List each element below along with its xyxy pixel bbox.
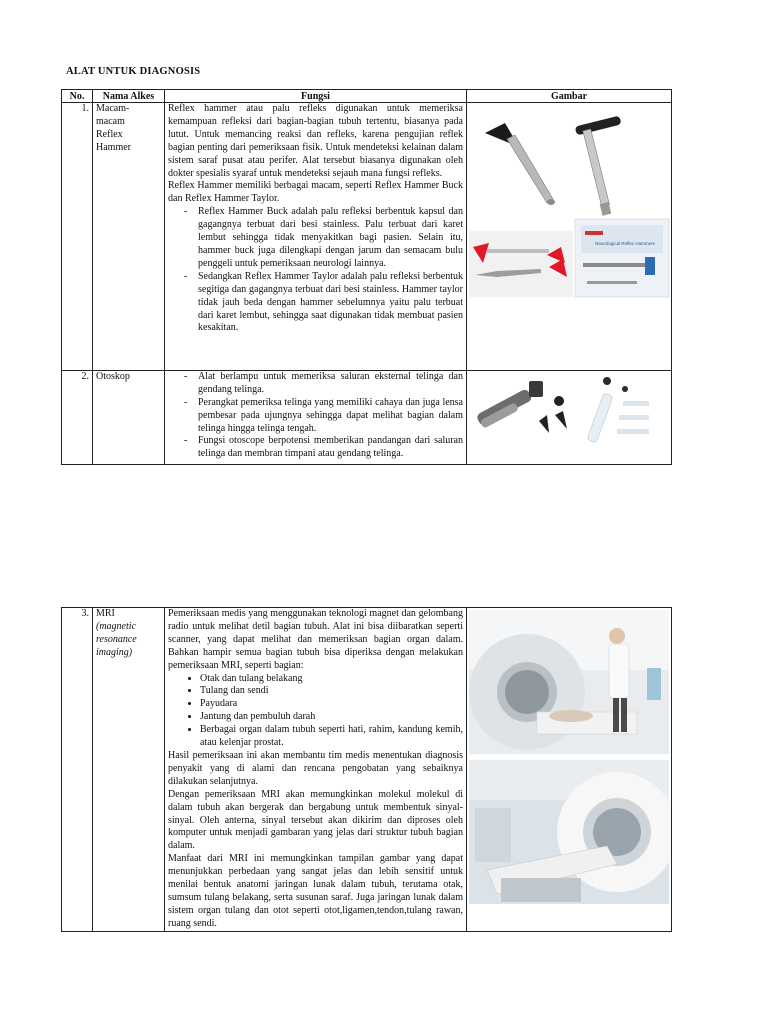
fungsi-paragraph: Pemeriksaan medis yang menggunakan teknologi magnet dan gelombang radio untuk melihat detil bagian tubuh. Alat ini bisa diibaratkan seperti scanner, yang dapat melihat dan memeriksan bagian organ dalam. Bahkan hampir semua bagian tubuh bisa diperiksa dengan melakukan pemeriksaan MRI, seperti bagian: [168, 608, 463, 671]
fungsi-bullet-item: • Otak dan tulang belakang [200, 673, 463, 686]
otoscope-pen-image [587, 377, 649, 443]
mri-doctor-photo [469, 610, 669, 754]
nama-alkes-cell [93, 370, 165, 464]
reflex-hammer-images [467, 103, 671, 365]
fungsi-bullet-item: • Payudara [200, 698, 463, 711]
row-number: 3. [62, 608, 93, 932]
table-header-row [62, 90, 672, 103]
fungsi-paragraph: Dengan pemeriksaan MRI akan memungkinkan molekul molekul di dalam tubuh akan bergerak dan bergabung untuk membentuk sinyal-sinyal. Oleh anterna, sinyal tersebut akan dikirim dan diproses oleh komputer untuk menjadi gambaran yang jelas dari struktur tubuh bagian dalam. [168, 788, 463, 852]
fungsi-cell [165, 608, 467, 932]
nama-alkes-line: imaging) [96, 646, 133, 658]
nama-alkes-line: Hammer [96, 141, 131, 153]
fungsi-bullet-list [168, 673, 463, 750]
fungsi-cell [165, 103, 467, 371]
otoscope-images [467, 371, 671, 459]
table-row [62, 103, 672, 371]
fungsi-list-item: - Perangkat pemeriksa telinga yang memiliki cahaya dan juga lensa pembesar pada ujungnya sehingga dapat melihat bagian dalam telinga hingga telinga tengah. [184, 397, 463, 436]
fungsi-bullet-item: • Tulang dan sendi [200, 685, 463, 698]
fungsi-paragraph: Manfaat dari MRI ini memungkinkan tampilan gambar yang dapat menunjukkan perbedaan yang sangat jelas dan lebih sensitif untuk menilai bentuk anatomi jaringan lunak dalam tubuh, terutama otak, sumsum tulang belakang, serta susunan saraf. Juga jaringan lunak dalam sistem organ tulang dan otot seperti otot,ligamen,tendon,tulang rawan, ruang sendi. [168, 853, 463, 929]
header-no: No. [62, 90, 93, 103]
document-title: ALAT UNTUK DIAGNOSIS [66, 66, 201, 77]
table-row [62, 608, 672, 932]
fungsi-bullet-item: • Jantung dan pembuluh darah [200, 711, 463, 724]
fungsi-bullet-item: • Berbagai organ dalam tubuh seperti hati, rahim, kandung kemih, atau kelenjar prostat. [200, 724, 463, 750]
buck-hammer-image [575, 116, 622, 216]
alkes-table-1 [61, 89, 672, 465]
mri-room-photo [469, 760, 671, 904]
row-number: 1. [62, 103, 93, 371]
nama-alkes-line: Otoskop [96, 370, 130, 382]
nama-alkes-line: Reflex [96, 128, 123, 140]
mri-images [467, 608, 671, 922]
fungsi-paragraph: Hasil pemeriksaan ini akan membantu tim medis menentukan diagnosis penyakit yang di alami dan rencana pengobatan yang sebaiknya dilakukan selanjutnya. [168, 749, 463, 787]
fungsi-list-item: - Alat berlampu untuk memeriksa saluran eksternal telinga dan gendang telinga. [184, 371, 463, 397]
gambar-cell [467, 103, 672, 371]
fungsi-cell [165, 370, 467, 464]
header-nama-alkes: Nama Alkes [93, 90, 165, 103]
fungsi-list-item: - Reflex Hammer Buck adalah palu refleksi berbentuk kapsul dan gagangnya terbuat dari besi stainless. Palu terbuat dari karet lembut sehingga tidak menyakitkan bagi pasien. Selain itu, hammer buck juga dilengkapi dengan jarum dan semacam bulu penggeli untuk pemeriksaan neurologi lainnya. [184, 206, 463, 271]
table-row [62, 370, 672, 464]
packaged-hammers-image [575, 219, 669, 297]
taylor-hammer-image [485, 123, 555, 205]
fungsi-list [168, 371, 463, 461]
nama-alkes-line: resonance [96, 633, 137, 645]
fungsi-list-item: - Fungsi otoscope berpotensi memberikan pandangan dari saluran telinga dan membran timpani atau gendang telinga. [184, 435, 463, 461]
gambar-cell [467, 608, 672, 932]
alkes-table-2 [61, 607, 672, 932]
nama-alkes-cell [93, 608, 165, 932]
otoscope-kit-image [476, 381, 567, 433]
nama-alkes-line: macam [96, 115, 125, 127]
fungsi-list [168, 206, 463, 335]
fungsi-paragraph: Reflex Hammer memiliki berbagai macam, seperti Reflex Hammer Buck dan Reflex Hammer Taylor. [168, 180, 463, 205]
nama-alkes-line: (magnetic [96, 620, 136, 632]
row-number: 2. [62, 370, 93, 464]
header-fungsi: Fungsi [165, 90, 467, 103]
header-gambar: Gambar [467, 90, 672, 103]
package-label: Neurological Reflex Hammers [595, 241, 655, 246]
gambar-cell [467, 370, 672, 464]
red-hammers-image [469, 231, 573, 297]
fungsi-paragraph: Reflex hammer atau palu refleks digunakan untuk memeriksa kemampuan refleksi dari bagian-bagian tubuh tertentu, biasanya pada lutut. Untuk memancing reaksi dan refleks, karena pengujian reflek bagian penting dari pemeriksaan fisik. Untuk mendeteksi kelainan dalam sistem saraf pusat atau perifer. Alat tersebut biasanya digunakan oleh dokter spesialis syaraf untuk mendeteksi sejauh mana fungsi refleks. [168, 103, 463, 179]
nama-alkes-cell [93, 103, 165, 371]
nama-alkes-line: MRI [96, 608, 115, 619]
nama-alkes-line: Macam- [96, 103, 130, 114]
fungsi-list-item: - Sedangkan Reflex Hammer Taylor adalah palu refleksi berbentuk segitiga dan gagangnya terbuat dari besi stainless. Hammer taylor tidak jauh beda dengan hammer sebelumnya yaitu palu terbuat dari karet lembut, sehingga saat digunakan tidak membuat pasien kesakitan. [184, 271, 463, 336]
